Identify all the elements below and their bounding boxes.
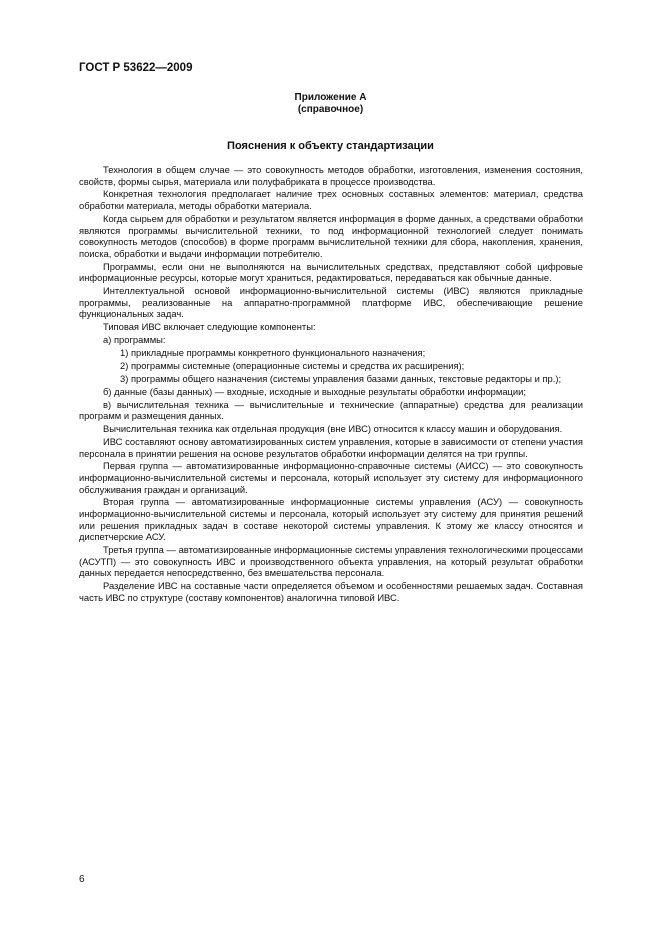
- paragraph: Вычислительная техника как отдельная продукция (вне ИВС) относится к классу машин и оборудования.: [103, 423, 563, 435]
- paragraph: Разделение ИВС на составные части определяется объемом и особенностями решаемых задач. Составная часть ИВС по структуре (составу компонентов) аналогична типовой ИВС.: [79, 580, 583, 603]
- paragraph: ИВС составляют основу автоматизированных систем управления, которые в зависимости от степени участия персонала в принятии решения на основе результатов обработки информации делятся на три группы.: [79, 435, 583, 459]
- paragraph: Первая группа — автоматизированные информационно-справочные системы (АИСС) — это совокупность информационно-вычислительной системы и персонала, который использует эту систему для информационного обслуживания граждан и организаций.: [79, 460, 583, 495]
- paragraph: Когда сырьем для обработки и результатом является информация в форме данных, а средствами обработки являются программы вычислительной техники, то под информационной технологией следует понимать совокупность методов (способов) в форме программ вычислительной техники для сбора, накопления, хранения, поиска, обработки и выдачи информации потребителю.: [79, 212, 583, 259]
- list-subitem: 3) программы общего назначения (системы управления базами данных, текстовые редакторы и пр.);: [120, 372, 562, 384]
- paragraph: Технология в общем случае — это совокупность методов обработки, изготовления, изменения состояния, свойств, формы сырья, материала или полуфабриката в процессе производства.: [79, 164, 583, 187]
- appendix-heading: [0, 92, 661, 116]
- paragraph: Конкретная технология предполагает наличие трех основных составных элементов: материал, средства обработки материала, методы обработки материала.: [79, 188, 583, 212]
- paragraph: Программы, если они не выполняются на вычислительных средствах, представляют собой цифровые информационные ресурсы, которые могут храниться, редактироваться, передаваться как обычные данные.: [79, 260, 583, 284]
- paragraph: Вторая группа — автоматизированные информационные системы управления (АСУ) — совокупность информационно-вычислительной системы и персонала, который использует эту систему для принятия решений или решения прикладных задач в составе некоторой системы управления. К этому же классу относятся и диспетчерские АСУ.: [79, 496, 583, 543]
- list-subitem: 1) прикладные программы конкретного функционального назначения;: [120, 346, 426, 358]
- body-text: [79, 164, 583, 605]
- list-subitem: 2) программы системные (операционные системы и средства их расширения);: [120, 359, 465, 371]
- paragraph: Типовая ИВС включает следующие компоненты:: [103, 321, 316, 333]
- document-code: ГОСТ Р 53622—2009: [79, 62, 193, 74]
- paragraph: Интеллектуальной основой информационно-вычислительной системы (ИВС) являются прикладные программы, реализованные на аппаратно-программной платформе ИВС, обеспечивающие решение функциональных задач.: [79, 285, 583, 320]
- list-item-hardware: в) вычислительная техника — вычислительные и технические (аппаратные) средства для реализации программ и размещения данных.: [79, 398, 583, 422]
- list-item-programs: а) программы:: [103, 334, 166, 346]
- page-number: 6: [79, 874, 85, 885]
- section-title: Пояснения к объекту стандартизации: [227, 140, 434, 152]
- list-item-data: б) данные (базы данных) — входные, исходные и выходные результаты обработки информации;: [103, 385, 526, 397]
- appendix-subtitle: (справочное): [297, 104, 364, 115]
- appendix-title: Приложение А: [294, 92, 367, 103]
- paragraph: Третья группа — автоматизированные информационные системы управления технологическими процессами (АСУТП) — это совокупность ИВС и производственного объекта управления, на который результат обработки данных передается непосредственно, без вмешательства персонала.: [79, 544, 583, 579]
